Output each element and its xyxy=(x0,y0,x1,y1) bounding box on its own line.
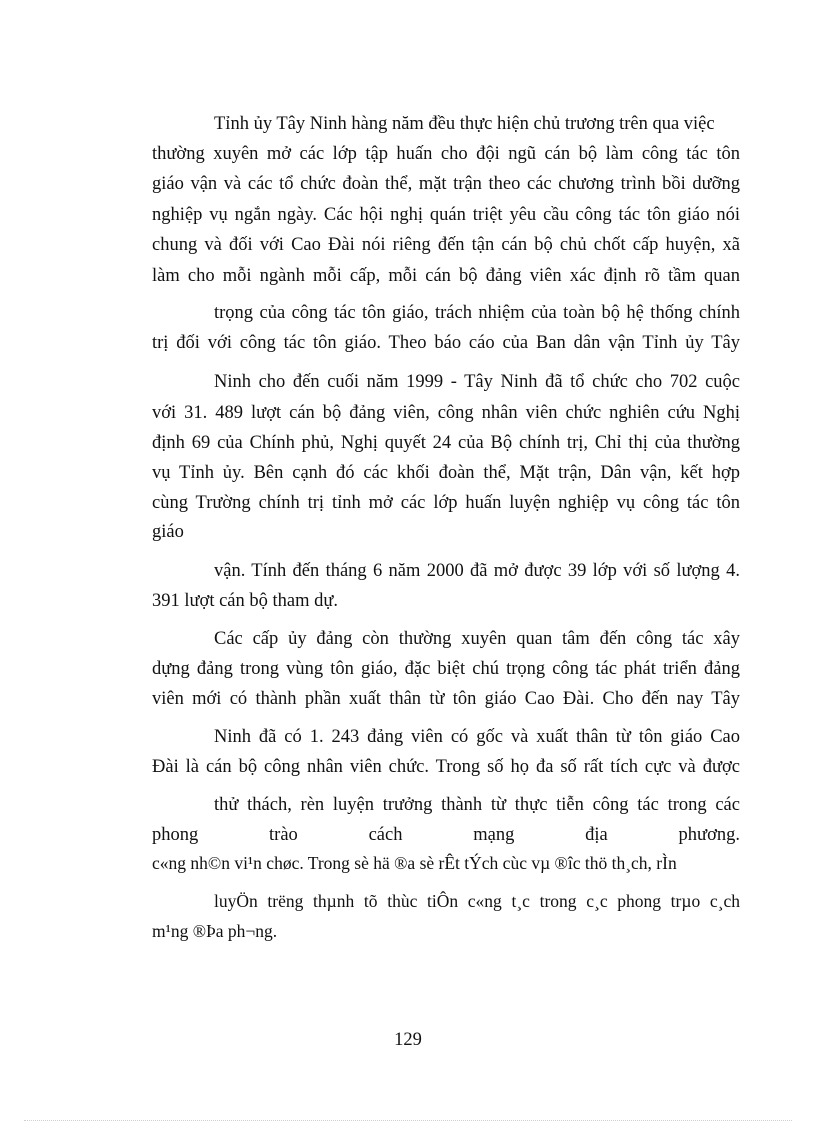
text-line: Các cấp ủy đảng còn thường xuyên quan tâm đến công tác xây xyxy=(214,629,740,649)
text-line: chung và đối với Cao Đài nói riêng đến tận cán bộ chủ chốt cấp huyện, xã xyxy=(152,235,740,255)
garbled-text-line: luyÖn trëng thµnh tõ thùc tiÔn c«ng t¸c trong c¸c phong trµo c¸ch xyxy=(214,891,740,911)
text-line: định 69 của Chính phủ, Nghị quyết 24 của Bộ chính trị, Chỉ thị của thường xyxy=(152,433,740,453)
bottom-divider xyxy=(24,1120,792,1121)
garbled-text-line: c«ng nh©n vi¹n chøc. Trong sè hä ®a sè rÊt tÝch cùc vµ ®îc thö th¸ch, rÌn xyxy=(152,853,677,873)
text-line: thường xuyên mở các lớp tập huấn cho đội ngũ cán bộ làm công tác tôn xyxy=(152,144,740,164)
text-line: làm cho mỗi ngành mỗi cấp, mỗi cán bộ đảng viên xác định rõ tầm quan xyxy=(152,266,740,286)
text-line: vận. Tính đến tháng 6 năm 2000 đã mở được 39 lớp với số lượng 4. xyxy=(214,561,740,581)
page-number: 129 xyxy=(394,1030,422,1050)
text-line: giáo vận và các tổ chức đoàn thể, mặt trận theo các chương trình bồi dưỡng xyxy=(152,174,740,194)
text-line: với 31. 489 lượt cán bộ đảng viên, công nhân viên chức nghiên cứu Nghị xyxy=(152,403,740,423)
text-line: 391 lượt cán bộ tham dự. xyxy=(152,591,339,611)
text-line: giáo xyxy=(152,522,184,542)
text-line: vụ Tỉnh ủy. Bên cạnh đó các khối đoàn thể, Mặt trận, Dân vận, kết hợp xyxy=(152,463,740,483)
text-line: Ninh cho đến cuối năm 1999 - Tây Ninh đã tổ chức cho 702 cuộc xyxy=(214,372,740,392)
text-line: Ninh đã có 1. 243 đảng viên có gốc và xuất thân từ tôn giáo Cao xyxy=(214,727,740,747)
text-line: Đài là cán bộ công nhân viên chức. Trong số họ đa số rất tích cực và được xyxy=(152,757,740,777)
text-line: trọng của công tác tôn giáo, trách nhiệm của toàn bộ hệ thống chính xyxy=(214,303,740,323)
text-line: phong trào cách mạng địa phương. xyxy=(152,825,740,845)
text-line: viên mới có thành phần xuất thân từ tôn giáo Cao Đài. Cho đến nay Tây xyxy=(152,689,740,709)
text-line: nghiệp vụ ngắn ngày. Các hội nghị quán triệt yêu cầu công tác tôn giáo nói xyxy=(152,205,740,225)
text-line: thử thách, rèn luyện trưởng thành từ thực tiễn công tác trong các xyxy=(214,795,740,815)
text-line: dựng đảng trong vùng tôn giáo, đặc biệt chú trọng công tác phát triển đảng xyxy=(152,659,740,679)
text-line: Tỉnh ủy Tây Ninh hàng năm đều thực hiện chủ trương trên qua việc xyxy=(214,114,715,134)
text-line: cùng Trường chính trị tỉnh mở các lớp huấn luyện nghiệp vụ công tác tôn xyxy=(152,493,740,513)
garbled-text-line: m¹ng ®Þa ph¬ng. xyxy=(152,921,278,941)
text-line: trị đối với công tác tôn giáo. Theo báo cáo của Ban dân vận Tỉnh ủy Tây xyxy=(152,333,740,353)
